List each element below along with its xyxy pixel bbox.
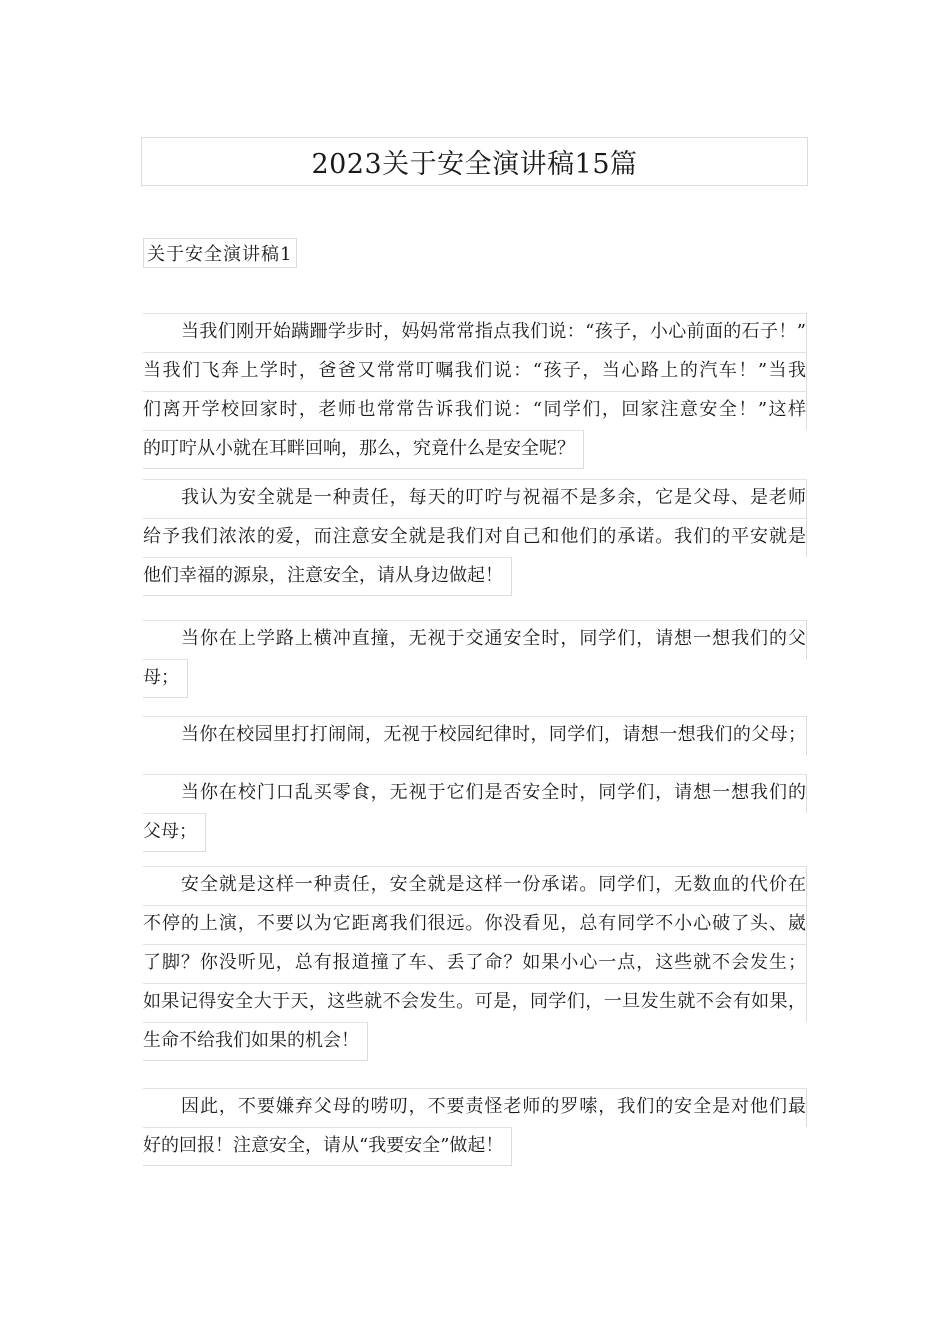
paragraph-line: 因此，不要嫌弃父母的唠叨，不要责怪老师的罗嗦，我们的安全是对他们最 <box>143 1088 807 1127</box>
paragraph <box>143 1088 807 1166</box>
paragraph-line: 的叮咛从小就在耳畔回响，那么，究竟什么是安全呢？ <box>143 430 584 469</box>
paragraph-line: 不停的上演，不要以为它距离我们很远。你没看见，总有同学不小心破了头、崴 <box>143 905 807 944</box>
paragraph-line: 当你在校园里打打闹闹，无视于校园纪律时，同学们，请想一想我们的父母； <box>143 716 807 755</box>
paragraph <box>143 479 807 596</box>
document-title: 2023关于安全演讲稿15篇 <box>141 137 808 186</box>
paragraph-line: 他们幸福的源泉，注意安全，请从身边做起！ <box>143 557 512 596</box>
paragraph-line: 们离开学校回家时，老师也常常告诉我们说：“同学们，回家注意安全！”这样 <box>143 391 807 430</box>
paragraph-line: 母； <box>143 659 188 698</box>
paragraph-line: 当我们飞奔上学时，爸爸又常常叮嘱我们说：“孩子，当心路上的汽车！”当我 <box>143 352 807 391</box>
paragraph <box>143 313 807 469</box>
paragraph-line: 我认为安全就是一种责任，每天的叮咛与祝福不是多余，它是父母、是老师 <box>143 479 807 518</box>
paragraph-line: 父母； <box>143 813 206 852</box>
paragraph-line: 安全就是这样一种责任，安全就是这样一份承诺。同学们，无数血的代价在 <box>143 866 807 905</box>
paragraph-line: 如果记得安全大于天，这些就不会发生。可是，同学们，一旦发生就不会有如果， <box>143 983 807 1022</box>
paragraph <box>143 716 807 755</box>
paragraph-line: 当我们刚开始蹒跚学步时，妈妈常常指点我们说：“孩子，小心前面的石子！” <box>143 313 807 352</box>
paragraph-line: 给予我们浓浓的爱，而注意安全就是我们对自己和他们的承诺。我们的平安就是 <box>143 518 807 557</box>
section-heading: 关于安全演讲稿1 <box>143 238 297 268</box>
paragraph-line: 当你在校门口乱买零食，无视于它们是否安全时，同学们，请想一想我们的 <box>143 774 807 813</box>
paragraph-line: 了脚？你没听见，总有报道撞了车、丢了命？如果小心一点，这些就不会发生； <box>143 944 807 983</box>
paragraph <box>143 866 807 1061</box>
paragraph-line: 当你在上学路上横冲直撞，无视于交通安全时，同学们，请想一想我们的父 <box>143 620 807 659</box>
paragraph <box>143 774 807 852</box>
paragraph <box>143 620 807 698</box>
paragraph-line: 好的回报！注意安全，请从“我要安全”做起！ <box>143 1127 512 1166</box>
paragraph-line: 生命不给我们如果的机会！ <box>143 1022 368 1061</box>
